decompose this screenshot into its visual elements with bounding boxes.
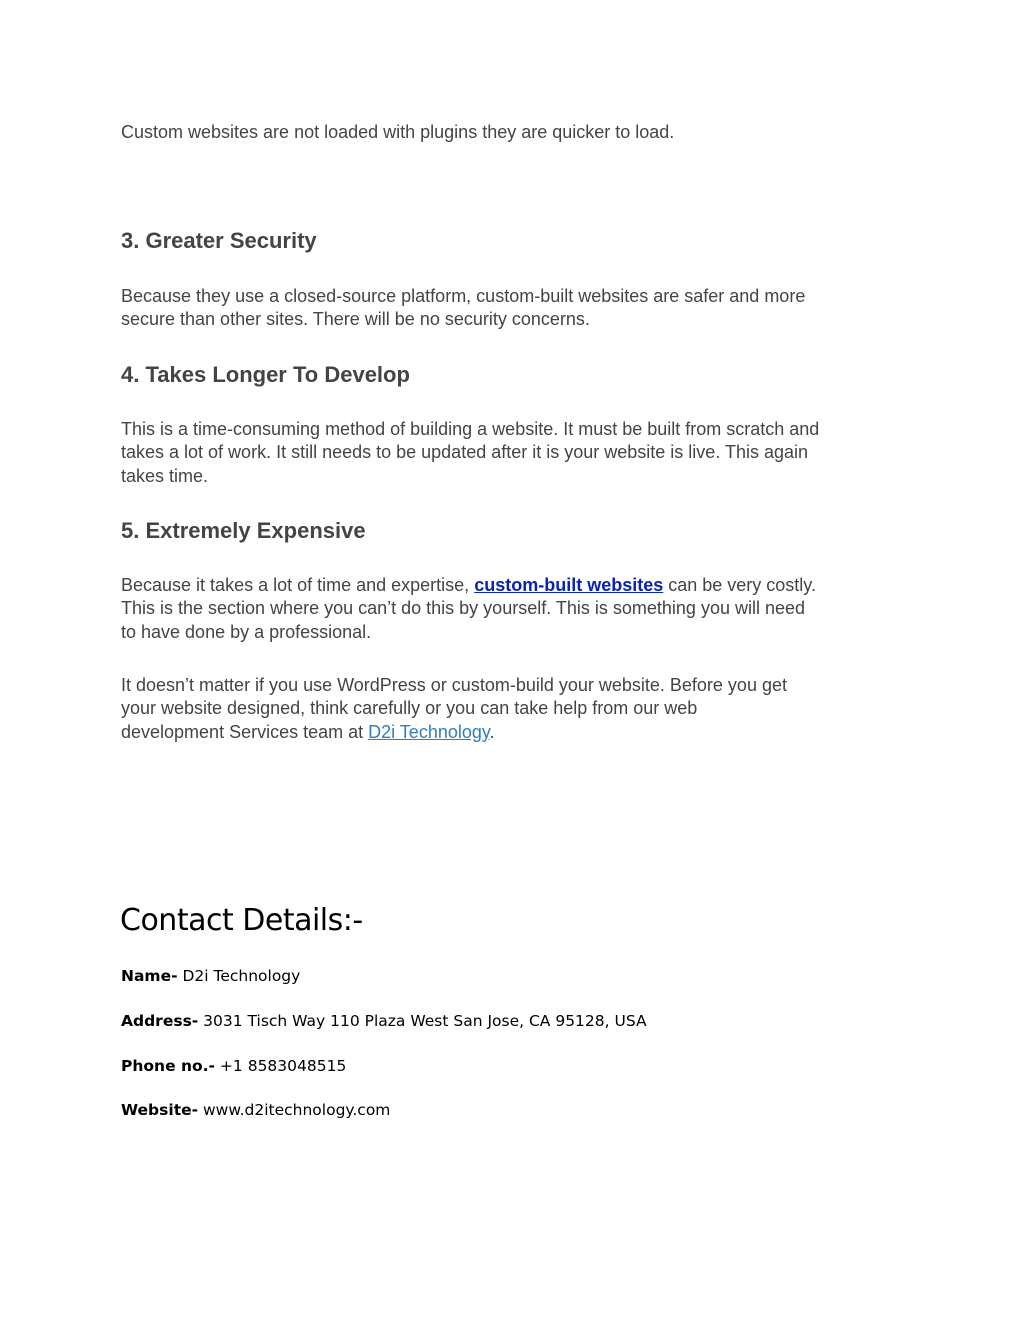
closing-line-1: It doesn’t matter if you use WordPress or custom-build your website. Before you get [121,675,787,695]
heading-extremely-expensive: 5. Extremely Expensive [121,518,366,543]
contact-website-value[interactable]: www.d2itechnology.com [198,1101,391,1119]
intro-paragraph [121,121,911,144]
contact-name-label: Name- [121,967,178,985]
contact-name [121,966,300,986]
closing-line-2: your website designed, think carefully or you can take help from our web [121,698,698,719]
contact-phone-label: Phone no.- [121,1057,215,1075]
contact-website-label: Website- [121,1101,199,1119]
contact-phone [121,1056,346,1076]
contact-address-value: 3031 Tisch Way 110 Plaza West San Jose, CA 95128, USA [198,1012,647,1030]
expensive-line-1-after: can be very costly. [663,575,816,595]
closing-paragraph [121,674,911,744]
d2i-technology-link[interactable]: D2i Technology [368,721,490,742]
security-line-2: secure than other sites. There will be no security concerns. [121,309,590,330]
closing-line-3-after: . [489,721,495,742]
contact-website [121,1100,390,1120]
paragraph-extremely-expensive [121,574,911,644]
develop-line-1: This is a time-consuming method of building a website. It must be built from scratch and [121,419,820,439]
develop-line-3: takes time. [121,465,209,486]
security-line-1: Because they use a closed-source platform, custom-built websites are safer and more [121,286,806,306]
expensive-line-1-before: Because it takes a lot of time and expertise, [121,575,475,595]
expensive-line-2: This is the section where you can’t do this by yourself. This is something you will need [121,598,805,619]
contact-details-title: Contact Details:- [120,903,363,938]
intro-text: Custom websites are not loaded with plugins they are quicker to load. [121,122,675,142]
closing-line-3-before: development Services team at [121,721,369,742]
custom-built-websites-link[interactable]: custom-built websites [474,575,664,595]
expensive-line-3: to have done by a professional. [121,621,372,642]
heading-takes-longer: 4. Takes Longer To Develop [121,362,410,387]
contact-phone-value: +1 8583048515 [215,1057,347,1075]
contact-address [121,1011,647,1031]
contact-name-value: D2i Technology [177,967,301,985]
develop-line-2: takes a lot of work. It still needs to be updated after it is your website is live. This again [121,442,809,463]
heading-greater-security: 3. Greater Security [121,228,317,253]
paragraph-greater-security [121,285,911,332]
paragraph-takes-longer [121,418,911,488]
contact-address-label: Address- [121,1012,199,1030]
